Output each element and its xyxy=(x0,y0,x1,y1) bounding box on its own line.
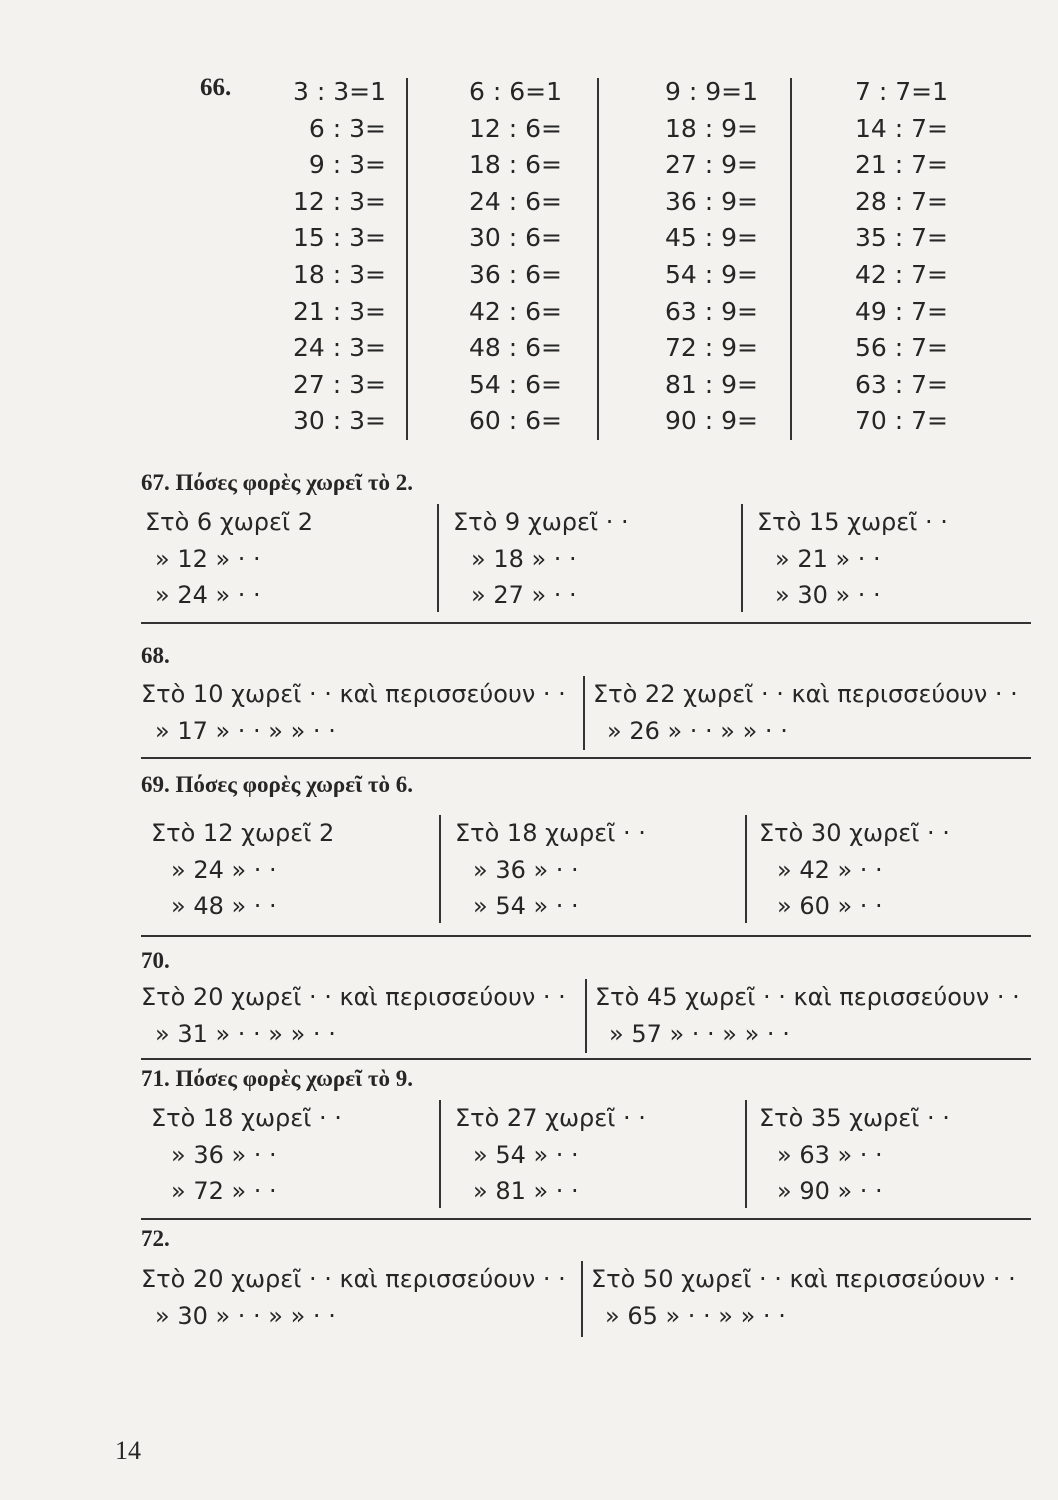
ex70-c1-l2: » 31 » · · » » · · xyxy=(155,1019,336,1048)
ex70-col-1 xyxy=(141,979,566,1052)
ex71-c3-l3: » 90 » · · xyxy=(777,1177,883,1205)
ex72-c2-l1: Στὸ 50 χωρεῖ · · καὶ περισσεύουν · · xyxy=(591,1265,1016,1293)
exercise-72-section xyxy=(141,1261,1031,1341)
ex71-c2-l3: » 81 » · · xyxy=(473,1177,579,1205)
ex66-divider-2 xyxy=(597,78,599,440)
ex72-col-2 xyxy=(591,1261,1016,1334)
ex66-column-1 xyxy=(258,74,386,440)
ex71-bottom-rule xyxy=(141,1218,1031,1220)
ex67-c2-l3: » 27 » · · xyxy=(471,581,577,609)
ex67-c2-l2: » 18 » · · xyxy=(471,544,577,573)
ex69-col-2 xyxy=(455,815,646,925)
ex71-c3-l2: » 63 » · · xyxy=(777,1140,883,1169)
ex68-col-2 xyxy=(593,676,1018,749)
ex66-c3-r9: 81 : 9= xyxy=(665,369,758,399)
ex66-c2-r7: 42 : 6= xyxy=(469,296,562,326)
ex71-divider-1 xyxy=(439,1100,441,1208)
ex69-c1-l2: » 24 » · · xyxy=(171,855,277,884)
ex67-bottom-rule xyxy=(141,622,1031,624)
ex66-c4-r1: 7 : 7=1 xyxy=(855,77,948,106)
ex66-divider-3 xyxy=(790,78,792,440)
ex69-c3-l3: » 60 » · · xyxy=(777,892,883,920)
exercise-69-section xyxy=(141,815,1031,927)
ex66-divider-1 xyxy=(406,78,408,440)
ex67-c2-l1: Στὸ 9 χωρεῖ · · xyxy=(453,508,629,536)
ex72-col-1 xyxy=(141,1261,566,1334)
ex66-c3-r7: 63 : 9= xyxy=(665,296,758,326)
ex66-c2-r3: 18 : 6= xyxy=(469,150,562,180)
ex69-col-3 xyxy=(759,815,950,925)
ex68-c2-l2: » 26 » · · » » · · xyxy=(607,716,788,745)
exercise-68-section xyxy=(141,676,1031,756)
ex71-divider-2 xyxy=(745,1100,747,1208)
ex68-c2-l1: Στὸ 22 χωρεῖ · · καὶ περισσεύουν · · xyxy=(593,680,1018,708)
ex71-col-2 xyxy=(455,1100,646,1210)
ex71-c3-l1: Στὸ 35 χωρεῖ · · xyxy=(759,1104,950,1132)
exercise-71-heading: 71. Πόσες φορὲς χωρεῖ τὸ 9. xyxy=(141,1066,414,1091)
ex66-c4-r2: 14 : 7= xyxy=(855,113,948,143)
ex69-c3-l2: » 42 » · · xyxy=(777,855,883,884)
ex71-col-3 xyxy=(759,1100,950,1210)
ex66-c4-r6: 42 : 7= xyxy=(855,259,948,289)
ex66-c4-r10: 70 : 7= xyxy=(855,406,948,436)
ex68-bottom-rule xyxy=(141,757,1031,759)
ex66-c4-r8: 56 : 7= xyxy=(855,333,948,363)
ex66-c1-r1: 3 : 3=1 xyxy=(293,77,386,106)
ex66-c2-r1: 6 : 6=1 xyxy=(469,77,562,106)
ex66-c2-r2: 12 : 6= xyxy=(469,113,562,143)
ex67-col-3 xyxy=(757,504,948,614)
ex70-bottom-rule xyxy=(141,1058,1031,1060)
exercise-70-heading: 70. xyxy=(141,948,170,973)
ex71-c1-l2: » 36 » · · xyxy=(171,1140,277,1169)
ex67-c1-l3: » 24 » · · xyxy=(155,581,261,609)
ex66-c4-r4: 28 : 7= xyxy=(855,186,948,216)
ex67-c3-l3: » 30 » · · xyxy=(775,581,881,609)
ex70-c2-l1: Στὸ 45 χωρεῖ · · καὶ περισσεύουν · · xyxy=(595,983,1020,1011)
ex66-c2-r8: 48 : 6= xyxy=(469,333,562,363)
ex69-divider-2 xyxy=(745,815,747,923)
ex66-c4-r5: 35 : 7= xyxy=(855,223,948,253)
ex72-c1-l2: » 30 » · · » » · · xyxy=(155,1301,336,1330)
ex69-c2-l2: » 36 » · · xyxy=(473,855,579,884)
ex66-c1-r2: 6 : 3= xyxy=(308,113,386,143)
ex70-c2-l2: » 57 » · · » » · · xyxy=(609,1019,790,1048)
ex71-col-1 xyxy=(151,1100,342,1210)
ex67-col-2 xyxy=(453,504,629,614)
ex66-column-3 xyxy=(630,74,758,440)
ex67-divider-2 xyxy=(741,504,743,612)
ex66-c3-r3: 27 : 9= xyxy=(665,150,758,180)
exercise-70-section xyxy=(141,979,1031,1059)
ex66-c2-r6: 36 : 6= xyxy=(469,259,562,289)
exercise-67-heading: 67. Πόσες φορὲς χωρεῖ τὸ 2. xyxy=(141,470,414,495)
ex68-divider xyxy=(583,676,585,750)
ex66-c4-r9: 63 : 7= xyxy=(855,369,948,399)
ex69-c3-l1: Στὸ 30 χωρεῖ · · xyxy=(759,819,950,847)
ex67-col-1 xyxy=(145,504,313,614)
ex69-col-1 xyxy=(151,815,334,925)
exercise-72-heading: 72. xyxy=(141,1226,170,1251)
ex66-c4-r7: 49 : 7= xyxy=(855,296,948,326)
ex66-c2-r9: 54 : 6= xyxy=(469,369,562,399)
exercise-69-heading: 69. Πόσες φορὲς χωρεῖ τὸ 6. xyxy=(141,772,414,797)
ex66-c3-r10: 90 : 9= xyxy=(665,406,758,436)
ex69-c1-l1: Στὸ 12 χωρεῖ 2 xyxy=(151,819,335,847)
ex70-col-2 xyxy=(595,979,1020,1052)
ex67-c1-l2: » 12 » · · xyxy=(155,544,261,573)
ex72-c2-l2: » 65 » · · » » · · xyxy=(605,1301,786,1330)
ex66-c2-r10: 60 : 6= xyxy=(469,406,562,436)
ex66-c1-r10: 30 : 3= xyxy=(293,406,386,436)
ex66-column-4 xyxy=(818,74,948,440)
exercise-66-number: 66. xyxy=(200,74,232,101)
ex66-c3-r2: 18 : 9= xyxy=(665,113,758,143)
exercise-67-section xyxy=(141,504,1031,616)
page-number: 14 xyxy=(115,1436,141,1465)
ex66-c1-r9: 27 : 3= xyxy=(293,369,386,399)
ex66-column-2 xyxy=(436,74,562,440)
ex67-c3-l1: Στὸ 15 χωρεῖ · · xyxy=(757,508,948,536)
ex71-c1-l3: » 72 » · · xyxy=(171,1177,277,1205)
ex67-c3-l2: » 21 » · · xyxy=(775,544,881,573)
ex66-c3-r8: 72 : 9= xyxy=(665,333,758,363)
ex68-c1-l1: Στὸ 10 χωρεῖ · · καὶ περισσεύουν · · xyxy=(141,680,566,708)
ex66-c1-r8: 24 : 3= xyxy=(293,333,386,363)
ex66-c1-r5: 15 : 3= xyxy=(293,223,386,253)
ex66-c3-r6: 54 : 9= xyxy=(665,259,758,289)
ex66-c1-r7: 21 : 3= xyxy=(293,296,386,326)
ex71-c2-l1: Στὸ 27 χωρεῖ · · xyxy=(455,1104,646,1132)
ex72-c1-l1: Στὸ 20 χωρεῖ · · καὶ περισσεύουν · · xyxy=(141,1265,566,1293)
ex66-c3-r5: 45 : 9= xyxy=(665,223,758,253)
ex66-c2-r4: 24 : 6= xyxy=(469,186,562,216)
ex69-divider-1 xyxy=(439,815,441,923)
ex67-divider-1 xyxy=(437,504,439,612)
ex66-c1-r4: 12 : 3= xyxy=(293,186,386,216)
ex66-c3-r4: 36 : 9= xyxy=(665,186,758,216)
ex69-c1-l3: » 48 » · · xyxy=(171,892,277,920)
ex70-divider xyxy=(585,979,587,1053)
ex69-c2-l1: Στὸ 18 χωρεῖ · · xyxy=(455,819,646,847)
ex66-c2-r5: 30 : 6= xyxy=(469,223,562,253)
exercise-71-section xyxy=(141,1100,1031,1212)
ex67-c1-l1: Στὸ 6 χωρεῖ 2 xyxy=(145,508,314,536)
ex71-c1-l1: Στὸ 18 χωρεῖ · · xyxy=(151,1104,342,1132)
ex69-c2-l3: » 54 » · · xyxy=(473,892,579,920)
ex66-c3-r1: 9 : 9=1 xyxy=(665,77,758,106)
ex66-c1-r3: 9 : 3= xyxy=(308,150,386,180)
ex66-c1-r6: 18 : 3= xyxy=(293,259,386,289)
ex68-c1-l2: » 17 » · · » » · · xyxy=(155,716,336,745)
ex72-divider xyxy=(581,1261,583,1337)
exercise-68-heading: 68. xyxy=(141,643,170,668)
ex66-c4-r3: 21 : 7= xyxy=(855,150,948,180)
ex70-c1-l1: Στὸ 20 χωρεῖ · · καὶ περισσεύουν · · xyxy=(141,983,566,1011)
ex71-c2-l2: » 54 » · · xyxy=(473,1140,579,1169)
ex69-bottom-rule xyxy=(141,935,1031,937)
ex68-col-1 xyxy=(141,676,566,749)
